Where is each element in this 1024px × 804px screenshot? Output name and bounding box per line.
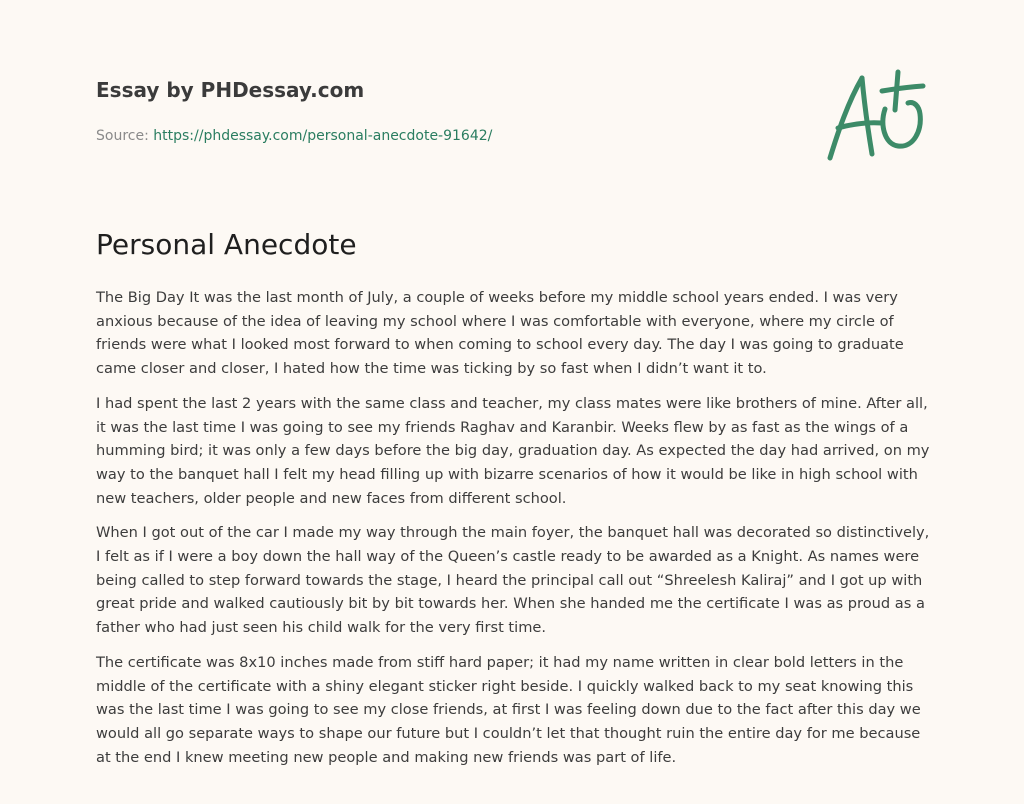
source-link[interactable]: https://phdessay.com/personal-anecdote-91642/ <box>153 128 493 144</box>
logo-a-left-stroke <box>830 78 862 158</box>
essay-body <box>96 286 930 780</box>
essay-paragraph: I had spent the last 2 years with the same class and teacher, my class mates were like brothers of mine. After all, it was the last time I was going to see my friends Raghav and Karanbir. Weeks flew by as fast as the wings of a humming bird; it was only a few days before the big day, graduation day. As expected the day had arrived, on my way to the banquet hall I felt my head filling up with bizarre scenarios of how it would be like in high school with new teachers, older people and new faces from different school. <box>96 394 930 507</box>
a-plus-logo-svg <box>822 66 928 166</box>
a-plus-logo-icon <box>822 66 928 166</box>
site-title: Essay by PHDessay.com <box>96 78 365 102</box>
essay-paragraph: The Big Day It was the last month of July, a couple of weeks before my middle school years ended. I was very anxious because of the idea of leaving my school where I was comfortable with everyone, where my circle of friends were what I looked most forward to when coming to school every day. The day I was going to graduate came closer and closer, I hated how the time was ticking by so fast when I didn’t want it to. <box>96 289 904 378</box>
logo-a-right-stroke <box>862 78 872 154</box>
logo-swoosh <box>883 103 920 147</box>
source-label: Source: <box>96 128 154 144</box>
logo-a-crossbar <box>838 123 882 128</box>
source-line <box>96 126 796 146</box>
essay-paragraph: The certificate was 8x10 inches made from stiff hard paper; it had my name written in clear bold letters in the middle of the certificate with a shiny elegant sticker right beside. I quickly walked back to my seat knowing this was the last time I was going to see my close friends, at first I was feeling down due to the fact after this day we would all go separate ways to shape our future but I couldn’t let that thought ruin the entire day for me because at the end I knew meeting new people and making new friends was part of life. <box>96 653 921 766</box>
logo-plus-horizontal <box>882 86 923 91</box>
site-header <box>96 76 796 146</box>
page-title: Personal Anecdote <box>96 228 357 261</box>
essay-paragraph: When I got out of the car I made my way through the main foyer, the banquet hall was decorated so distinctively, I felt as if I were a boy down the hall way of the Queen’s castle ready to be awarded as a Knight. As names were being called to step forward towards the stage, I heard the principal call out “Shreelesh Kaliraj” and I got up with great pride and walked cautiously bit by bit towards her. When she handed me the certificate I was as proud as a father who had just seen his child walk for the very first time. <box>96 524 930 637</box>
